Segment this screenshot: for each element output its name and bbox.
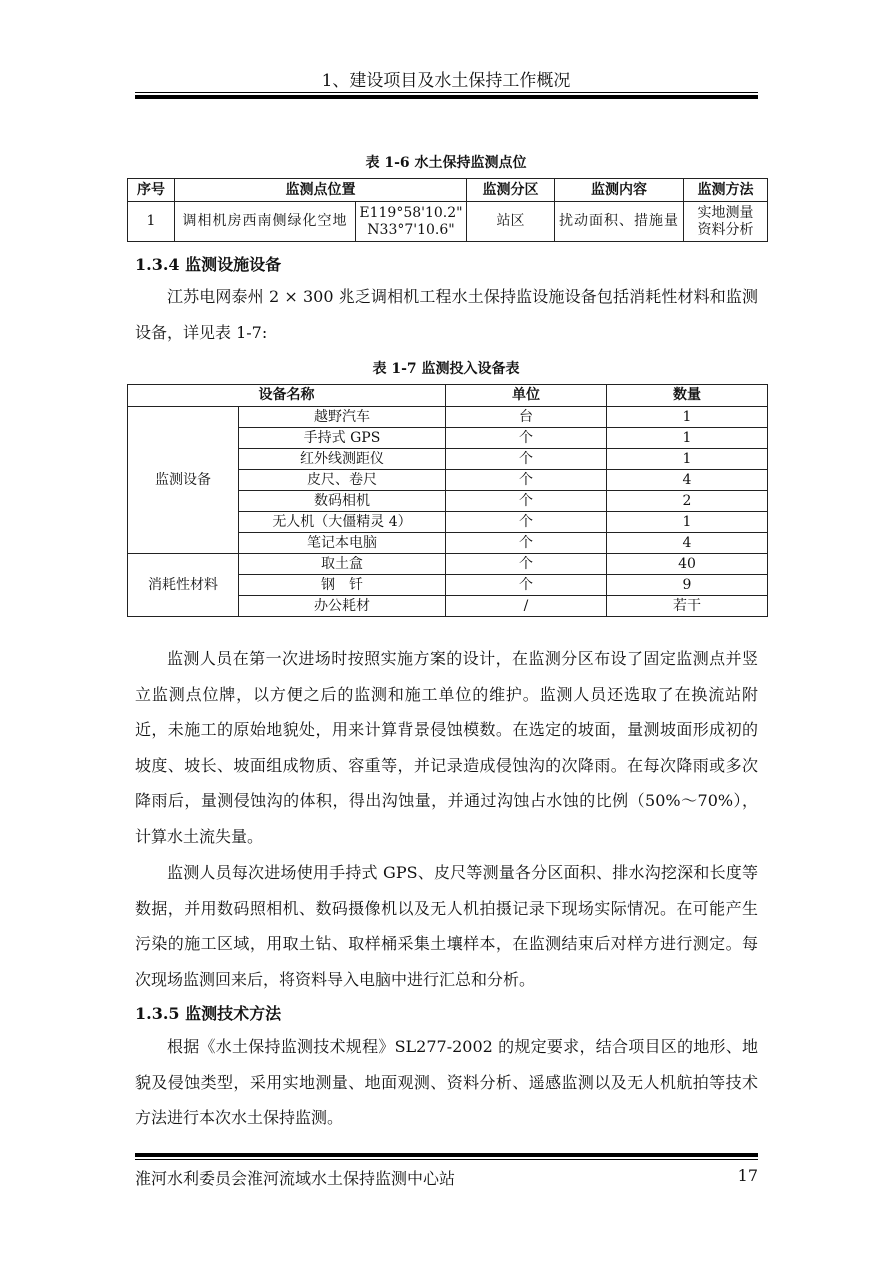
item-name: 钢 钎 <box>239 575 446 596</box>
item-name: 无人机（大僵精灵 4） <box>239 512 446 533</box>
item-qty: 40 <box>607 554 768 575</box>
table-header-cell: 监测点位置 <box>175 179 467 202</box>
item-qty: 1 <box>607 512 768 533</box>
table-1-7-caption: 表 1-7 监测投入设备表 <box>372 361 520 377</box>
method-cell <box>684 202 768 242</box>
item-qty: 若干 <box>607 596 768 617</box>
item-unit: / <box>446 596 607 617</box>
group-cell: 监测设备 <box>128 407 239 554</box>
section-1-3-5-heading: 1.3.5 监测技术方法 <box>135 1004 282 1023</box>
item-name: 皮尺、卷尺 <box>239 470 446 491</box>
longitude: E119°58'10.2" <box>359 204 463 221</box>
table-header-row <box>128 179 768 202</box>
item-unit: 台 <box>446 407 607 428</box>
table-row <box>128 554 768 575</box>
item-name: 数码相机 <box>239 491 446 512</box>
table-header-cell: 序号 <box>128 179 175 202</box>
table-header-cell: 监测方法 <box>684 179 768 202</box>
item-unit: 个 <box>446 449 607 470</box>
table-1-6-caption: 表 1-6 水土保持监测点位 <box>365 155 527 171</box>
zone-cell: 站区 <box>467 202 555 242</box>
item-qty: 9 <box>607 575 768 596</box>
header-rule-thin <box>135 92 758 93</box>
group-cell: 消耗性材料 <box>128 554 239 617</box>
header-rule-thick <box>135 95 758 99</box>
item-name: 手持式 GPS <box>239 428 446 449</box>
item-unit: 个 <box>446 533 607 554</box>
item-unit: 个 <box>446 491 607 512</box>
method-line: 资料分析 <box>697 221 754 238</box>
item-unit: 个 <box>446 554 607 575</box>
body-paragraph-1: 监测人员在第一次进场时按照实施方案的设计，在监测分区布设了固定监测点并竖立监测点位牌，以方便之后的监测和施工单位的维护。监测人员还选取了在换流站附近，未施工的原始地貌处，用来计算背景侵蚀模数。在选定的坡面，量测坡面形成初的坡度、坡长、坡面组成物质、容重等，并记录造成侵蚀沟的次降雨。在每次降雨或多次降雨后，量测侵蚀沟的体积，得出沟蚀量，并通过沟蚀占水蚀的比例（50%～70%），计算水土流失量。 <box>135 649 758 846</box>
location-cell: 调相机房西南侧绿化空地 <box>175 202 356 242</box>
footer-organization: 淮河水利委员会淮河流域水土保持监测中心站 <box>135 1169 456 1188</box>
table-header-row <box>128 385 768 407</box>
item-unit: 个 <box>446 512 607 533</box>
item-qty: 4 <box>607 470 768 491</box>
item-name: 越野汽车 <box>239 407 446 428</box>
footer-rule-thin <box>135 1159 758 1160</box>
page-header-title: 1、建设项目及水土保持工作概况 <box>321 71 571 91</box>
table-header-cell: 数量 <box>607 385 768 407</box>
item-unit: 个 <box>446 470 607 491</box>
item-name: 红外线测距仪 <box>239 449 446 470</box>
section-1-3-5-paragraph: 根据《水土保持监测技术规程》SL277-2002 的规定要求，结合项目区的地形、地貌及侵蚀类型，采用实地测量、地面观测、资料分析、遥感监测以及无人机航拍等技术方法进行本次水土保持监测。 <box>135 1037 758 1127</box>
latitude: N33°7'10.6" <box>367 221 455 238</box>
item-name: 办公耗材 <box>239 596 446 617</box>
body-paragraph-2: 监测人员每次进场使用手持式 GPS、皮尺等测量各分区面积、排水沟挖深和长度等数据，并用数码照相机、数码摄像机以及无人机拍摄记录下现场实际情况。在可能产生污染的施工区域，用取土钻、取样桶采集土壤样本，在监测结束后对样方进行测定。每次现场监测回来后，将资料导入电脑中进行汇总和分析。 <box>135 863 758 989</box>
item-qty: 1 <box>607 407 768 428</box>
coordinate-cell <box>356 202 467 242</box>
method-line: 实地测量 <box>697 204 754 221</box>
table-1-6 <box>127 178 768 242</box>
row-index: 1 <box>128 202 175 242</box>
table-header-cell: 单位 <box>446 385 607 407</box>
item-qty: 4 <box>607 533 768 554</box>
page-number: 17 <box>737 1166 758 1185</box>
section-1-3-4-paragraph: 江苏电网泰州 2 × 300 兆乏调相机工程水土保持监设施设备包括消耗性材料和监测设备，详见表 1-7: <box>135 287 758 342</box>
item-qty: 2 <box>607 491 768 512</box>
item-unit: 个 <box>446 428 607 449</box>
content-cell: 扰动面积、措施量 <box>555 202 684 242</box>
item-unit: 个 <box>446 575 607 596</box>
table-row <box>128 407 768 428</box>
table-row <box>128 202 768 242</box>
section-1-3-4-heading: 1.3.4 监测设施设备 <box>135 255 282 274</box>
item-name: 笔记本电脑 <box>239 533 446 554</box>
item-qty: 1 <box>607 449 768 470</box>
table-header-cell: 监测分区 <box>467 179 555 202</box>
table-header-cell: 监测内容 <box>555 179 684 202</box>
table-1-7 <box>127 384 768 617</box>
table-header-cell: 设备名称 <box>128 385 446 407</box>
item-name: 取土盒 <box>239 554 446 575</box>
item-qty: 1 <box>607 428 768 449</box>
footer-rule-thick <box>135 1153 758 1157</box>
